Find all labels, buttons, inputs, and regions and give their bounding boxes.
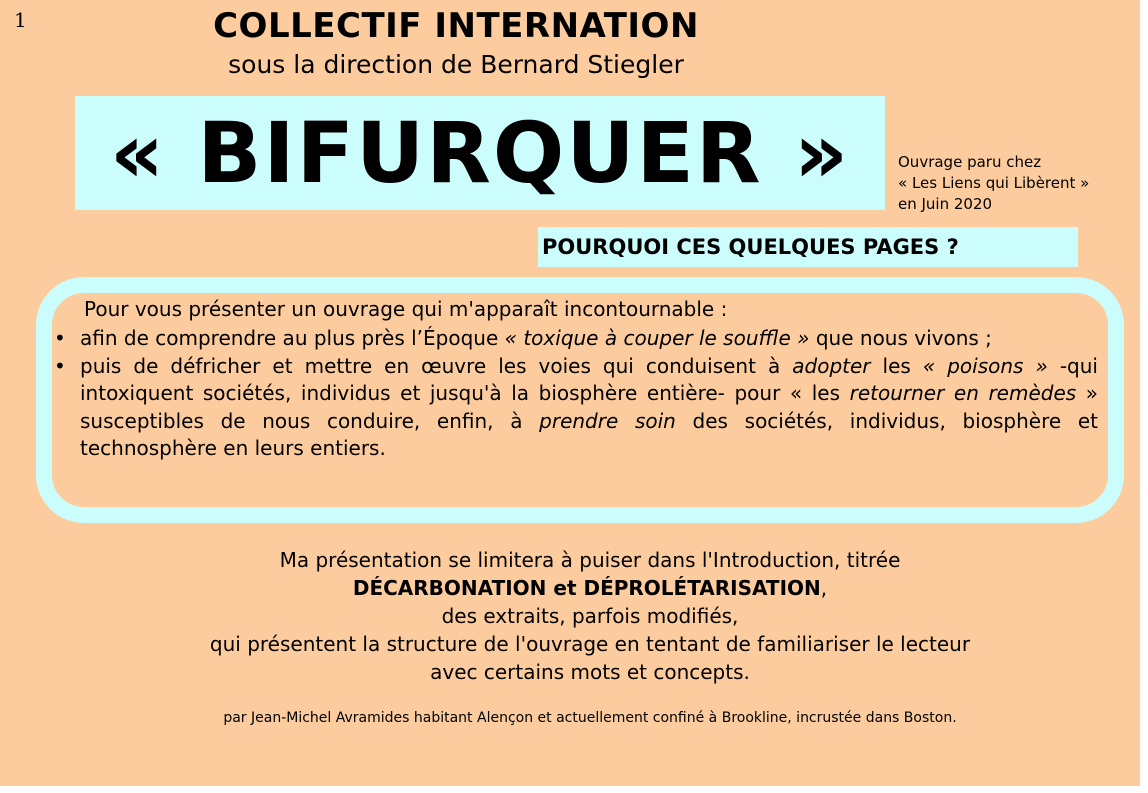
title-banner: [75, 96, 885, 210]
purpose-intro: Pour vous présenter un ouvrage qui m'apparaît incontournable :: [84, 297, 728, 321]
bullet-1-quote: « toxique à couper le souffle »: [504, 326, 810, 350]
author-credit: par Jean-Michel Avramides habitant Alençon et actuellement confiné à Brookline, incrustée dans Boston.: [223, 710, 957, 726]
purpose-list: [52, 325, 1098, 463]
bullet-2-poisons: « poisons »: [922, 353, 1048, 378]
bullet-1-text-a: afin de comprendre au plus près l’Époque: [80, 326, 505, 350]
page-number: 1: [14, 8, 27, 32]
bullet-2-adopter: adopter: [792, 353, 871, 378]
bullet-2-remedes: retourner en remèdes: [849, 381, 1077, 405]
publisher-line-3: en Juin 2020: [898, 195, 993, 213]
bullet-2-quote-open: « les: [789, 381, 850, 405]
list-item: [52, 353, 1098, 463]
introduction-title-comma: ,: [820, 576, 828, 600]
bullet-2-text-a: puis de défricher et mettre en œuvre les voies qui conduisent à: [80, 353, 793, 378]
introduction-line-5: avec certains mots et concepts.: [430, 660, 750, 684]
publisher-line-2: « Les Liens qui Libèrent »: [898, 174, 1090, 192]
bullet-1-text-c: que nous vivons ;: [809, 326, 992, 350]
bullet-2-prendre-soin: prendre soin: [539, 408, 676, 433]
question-heading: POURQUOI CES QUELQUES PAGES ?: [538, 227, 1078, 267]
collectif-heading: COLLECTIF INTERNATION: [213, 6, 699, 46]
publisher-line-1: Ouvrage paru chez: [898, 153, 1042, 171]
introduction-line-4: qui présentent la structure de l'ouvrage en tentant de familiariser le lecteur: [209, 632, 971, 656]
bullet-2-text-k: des sociétés, individus, biosphère et technosphère en leurs entiers.: [80, 408, 1098, 460]
introduction-title: DÉCARBONATION et DÉPROLÉTARISATION: [352, 576, 821, 600]
bullet-2-text-e: -qui intoxiquent sociétés, individus et jusqu'à la biosphère entière- pour: [80, 353, 1098, 405]
book-title: « BIFURQUER »: [109, 104, 851, 202]
bullet-2-text-i: susceptibles de nous conduire, enfin, à: [80, 408, 540, 433]
introduction-block: [90, 546, 1090, 686]
introduction-line-3: des extraits, parfois modifiés,: [441, 604, 739, 628]
bullet-2-text-c: les: [870, 353, 923, 378]
publisher-note: [898, 152, 1138, 215]
introduction-line-1: Ma présentation se limitera à puiser dans l'Introduction, titrée: [279, 548, 901, 572]
introduction-title-line: [90, 574, 1090, 602]
bullet-2-quote-close: »: [1076, 381, 1099, 405]
direction-subheading: sous la direction de Bernard Stiegler: [228, 50, 684, 79]
list-item: [52, 325, 1098, 353]
